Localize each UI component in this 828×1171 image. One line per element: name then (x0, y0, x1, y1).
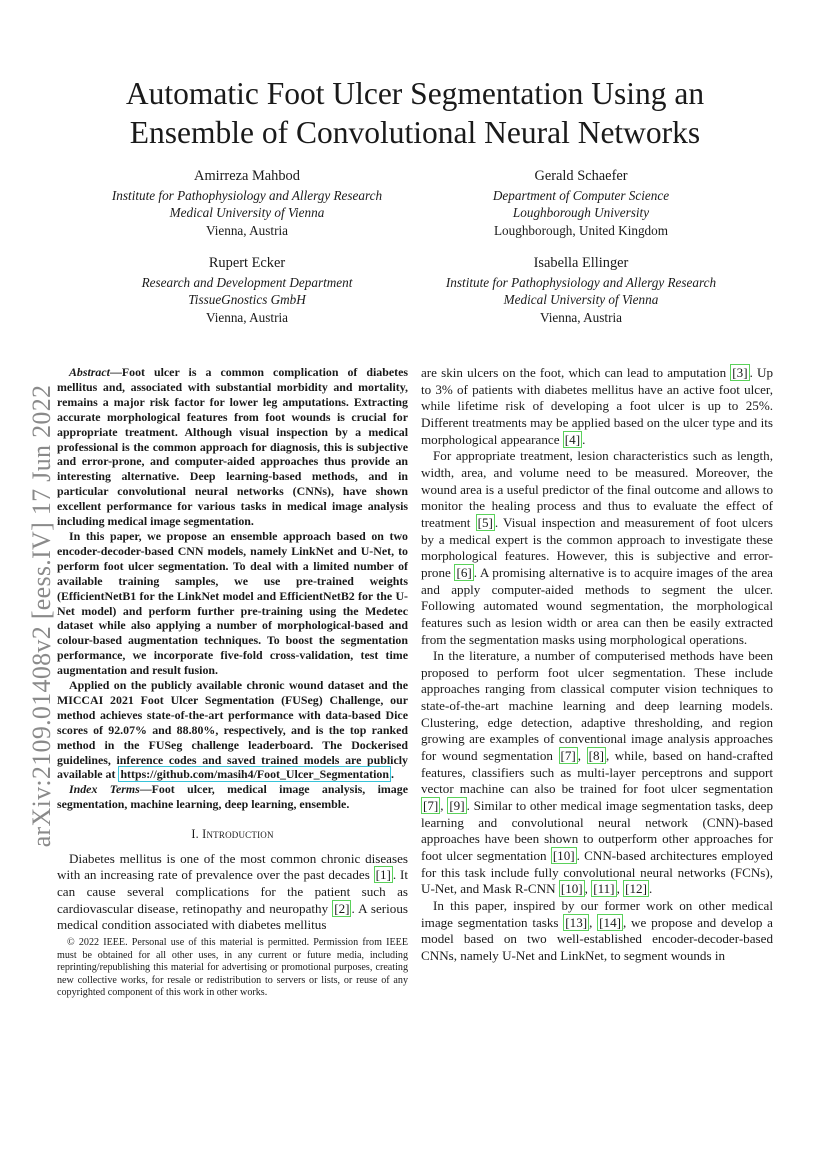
intro-paragraph-4: In this paper, inspired by our former work on other medical image segmentation tasks [13] , [14] , we propose and develop a model based on two well-established encoder-decoder-based CNNs, namely U-Net and LinkNet, to segment wounds in (421, 898, 773, 963)
citation-link[interactable]: [4] (564, 431, 581, 447)
author-block-4 (416, 255, 746, 326)
author-block-3 (82, 255, 412, 326)
intro-paragraph-continued: are skin ulcers on the foot, which can lead to amputation [3] . Up to 3% of patients with diabetes mellitus have an active foot ulcer, while lifetime risk of developing a foot ulcer is up to 25%. Different treatments may be applied based on the ulcer type and its morphological appearance [4] . (421, 365, 773, 447)
author-city: Vienna, Austria (206, 222, 288, 238)
abstract-lead: Abstract (69, 365, 110, 379)
author-institution: Loughborough University (512, 205, 650, 220)
author-institution: Medical University of Vienna (503, 292, 659, 307)
author-city: Vienna, Austria (540, 309, 622, 325)
intro-paragraph-1: Diabetes mellitus is one of the most common chronic diseases with an increasing rate of prevalence over the past decades [1] . It can cause several complications for the patient such as cardiovascular disease, retinopathy and neuropathy [2] . A serious medical condition associated with diabetes mellitus (57, 850, 408, 933)
intro-paragraph-3: In the literature, a number of computerised methods have been proposed to perform foot ulcer segmentation. These include approaches ranging from classical computer vision techniques to state-of-the-art machine learning and deep learning models. Clustering, edge detection, adaptive thresholding, and region growing are examples of conventional image analysis approaches for wound segmentation [7] , [8] , while, based on hand-crafted features, classifiers such as multi-layer perceptrons and support vector machine can also be trained for foot ulcer segmentation [7] , [9] . Similar to other medical image segmentation tasks, deep learning and convolutional neural network (CNN)-based approaches have been shown to outperform other approaches for foot ulcer segmentation [10] . CNN-based architectures employed for this task include fully convolutional neural networks (FCNs), U-Net, and Mask R-CNN [10] , [11] , [12] . (421, 648, 773, 897)
author-affiliation: Research and Development Department (141, 274, 353, 290)
citation-link[interactable]: [7] (560, 748, 576, 764)
author-block-2 (416, 168, 746, 239)
author-name: Rupert Ecker (208, 255, 286, 271)
author-institution: TissueGnostics GmbH (188, 292, 306, 307)
title-line-1: Automatic Foot Ulcer Segmentation Using an (125, 76, 705, 111)
github-link[interactable]: https://github.com/masih4/Foot_Ulcer_Segmentation (120, 767, 389, 782)
citation-link[interactable]: [13] (565, 914, 588, 930)
citation-link[interactable]: [10] (560, 881, 583, 897)
author-affiliation: Institute for Pathophysiology and Allergy Research (111, 187, 383, 203)
author-city: Loughborough, United Kingdom (494, 222, 668, 238)
left-column (57, 365, 408, 934)
intro-paragraph-2: For appropriate treatment, lesion characteristics such as length, width, area, and volume need to be measured. Moreover, the wound area is a useful predictor of the final outcome and allows to monitor the healing process and thus to evaluate the effect of treatment [5] . Visual inspection and measurement of foot ulcers by a medical expert is the common approach to investigate these morphological features. However, this is subjective and error-prone [6] . A promising alternative is to acquire images of the area and apply computer-aided methods to segment the ulcer. Following automated wound segmentation, the morphological features such as lesion width or area can then be easily extracted from the segmentation masks using morphological operations. (421, 448, 773, 647)
author-name: Amirreza Mahbod (194, 168, 300, 184)
author-name: Isabella Ellinger (533, 255, 629, 271)
citation-link[interactable]: [6] (456, 564, 472, 580)
introduction-left (57, 851, 408, 934)
author-block-1 (82, 168, 412, 239)
section-heading-introduction: I. Introduction (191, 827, 274, 842)
title-line-2: Ensemble of Convolutional Neural Networks (129, 115, 701, 150)
abstract (57, 365, 408, 782)
index-terms: Index Terms—Foot ulcer, medical image analysis, image segmentation, machine learning, deep learning, ensemble. (57, 782, 408, 812)
citation-link[interactable]: [8] (588, 748, 604, 764)
citation-link[interactable]: [1] (375, 867, 391, 883)
citation-link[interactable]: [5] (477, 514, 493, 530)
paper-title (70, 74, 760, 152)
author-institution: Medical University of Vienna (169, 205, 325, 220)
author-affiliation: Institute for Pathophysiology and Allergy Research (445, 274, 717, 290)
right-column (421, 365, 773, 965)
citation-link[interactable]: [7] (423, 798, 439, 814)
abstract-paragraph-3: Applied on the publicly available chronic wound dataset and the MICCAI 2021 Foot Ulcer Segmentation (FUSeg) Challenge, our method achieves state-of-the-art performance with data-based Dice scores of 92.07% and 88.80%, respectively, and is the top ranked method in the FUSeg challenge leaderboard. The Dockerised guidelines, inference codes and saved trained models are publicly available at https://github.com/masih4/Foot_Ulcer_Segmentation . (57, 678, 408, 782)
author-city: Vienna, Austria (206, 309, 288, 325)
citation-link[interactable]: [3] (732, 365, 748, 380)
index-terms-lead: Index Terms (69, 782, 140, 797)
citation-link[interactable]: [11] (593, 881, 615, 897)
abstract-paragraph-1: Abstract—Foot ulcer is a common complication of diabetes mellitus and, associated with substantial morbidity and mortality, remains a major risk factor for lower leg amputations. Extracting accurate morphological features from foot wounds is crucial for appropriate treatment. Although visual inspection by a medical professional is the common approach for diagnosis, this is subjective and error-prone, and computer-aided approaches thus provide an interesting alternative. Deep learning-based methods, and in particular convolutional neural networks (CNNs), have shown excellent performance for various tasks in medical image analysis including medical image segmentation. (57, 365, 408, 529)
copyright-notice: © 2022 IEEE. Personal use of this material is permitted. Permission from IEEE must be obtained for all other uses, in any current or future media, including reprinting/republishing this material for advertising or promotional purposes, creating new collective works, for resale or redistribution to servers or lists, or reuse of any copyrighted component of this work in other works. (57, 937, 408, 999)
author-name: Gerald Schaefer (534, 168, 628, 184)
citation-link[interactable]: [14] (599, 914, 621, 930)
citation-link[interactable]: [2] (334, 900, 350, 916)
citation-link[interactable]: [10] (552, 848, 575, 864)
citation-link[interactable]: [9] (449, 798, 465, 814)
author-affiliation: Department of Computer Science (492, 187, 670, 203)
abstract-paragraph-2: In this paper, we propose an ensemble approach based on two encoder-decoder-based CNN models, namely LinkNet and U-Net, to perform foot ulcer segmentation. To deal with a limited number of available training samples, we use pre-trained weights (EfficientNetB1 for the LinkNet model and EfficientNetB2 for the U-Net model) and perform further pre-training using the Medetec dataset while also applying a number of morphological-based and colour-based augmentation techniques. To boost the segmentation performance, we incorporate five-fold cross-validation, test time augmentation and result fusion. (57, 528, 408, 678)
citation-link[interactable]: [12] (625, 881, 647, 897)
arxiv-identifier: arXiv:2109.01408v2 [eess.IV] 17 Jun 2022 (27, 384, 56, 848)
